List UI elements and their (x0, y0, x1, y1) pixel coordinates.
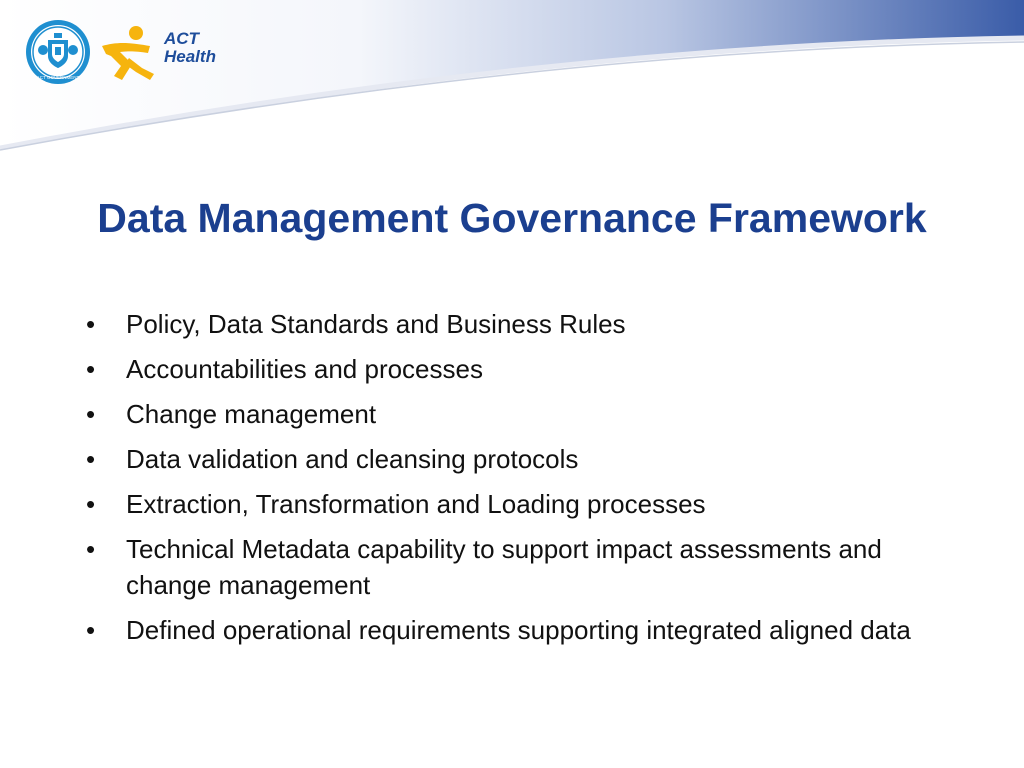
bullet-text: Defined operational requirements supporting integrated aligned data (126, 615, 911, 645)
bullet-text: Technical Metadata capability to support impact assessments and change management (126, 534, 882, 600)
bullet-mark: • (86, 615, 96, 645)
act-health-figure-icon (98, 24, 160, 82)
bullet-item (86, 396, 936, 432)
act-health-wordmark-line2: Health (164, 47, 216, 66)
slide-title: Data Management Governance Framework (97, 195, 927, 241)
bullet-text: Change management (126, 399, 377, 429)
bullet-item (86, 531, 936, 603)
act-health-wordmark-line1: ACT (164, 29, 199, 48)
bullet-list (86, 306, 936, 657)
bullet-item (86, 306, 936, 342)
act-government-seal-logo (24, 18, 92, 86)
bullet-mark: • (86, 534, 96, 564)
bullet-mark: • (86, 489, 96, 519)
bullet-item (86, 351, 936, 387)
logo-area (24, 16, 214, 86)
bullet-text: Extraction, Transformation and Loading processes (126, 489, 706, 519)
bullet-item (86, 612, 936, 648)
bullet-text: Policy, Data Standards and Business Rules (126, 309, 626, 339)
bullet-mark: • (86, 444, 96, 474)
bullet-item (86, 486, 936, 522)
bullet-mark: • (86, 399, 96, 429)
bullet-text: Data validation and cleansing protocols (126, 444, 579, 474)
bullet-mark: • (86, 309, 96, 339)
seal-text: ACT GOVERNMENT (36, 75, 80, 80)
bullet-item (86, 441, 936, 477)
bullet-mark: • (86, 354, 96, 384)
bullet-text: Accountabilities and processes (126, 354, 483, 384)
act-health-wordmark (164, 30, 216, 66)
